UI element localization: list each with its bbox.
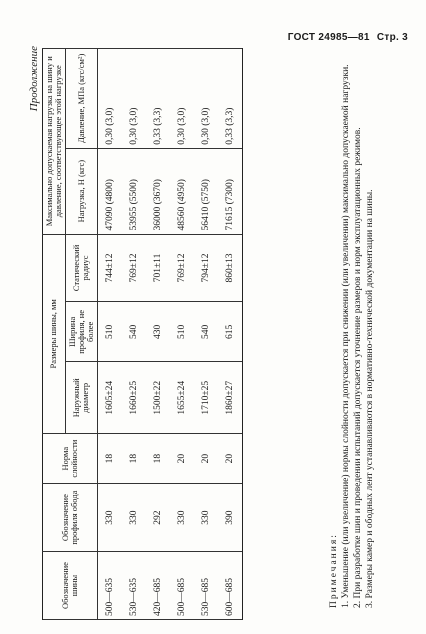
table-row (122, 49, 146, 620)
cell-designation: 600—685 (218, 552, 243, 620)
continuation-label: Продолжение (28, 46, 40, 112)
cell-rim: 330 (122, 484, 146, 552)
cell-width: 510 (97, 302, 122, 362)
cell-outer-diameter: 1500±22 (146, 362, 170, 434)
note-3: 3. Размеры камер и ободных лент устанавливаются в нормативно-технической документации на шины. (365, 189, 375, 608)
cell-designation: 500—685 (170, 552, 194, 620)
cell-load: 56410 (5750) (194, 148, 218, 234)
cell-rim: 330 (97, 484, 122, 552)
cell-designation: 530—635 (122, 552, 146, 620)
cell-ply: 20 (218, 434, 243, 484)
notes (328, 46, 376, 620)
cell-radius: 794±12 (194, 234, 218, 302)
cell-outer-diameter: 1710±25 (194, 362, 218, 434)
cell-rim: 292 (146, 484, 170, 552)
cell-pressure: 0,33 (3,3) (146, 49, 170, 149)
table-row (97, 49, 122, 620)
col-designation: Обозначение шины (43, 552, 98, 620)
cell-rim: 330 (194, 484, 218, 552)
cell-pressure: 0,33 (3,3) (218, 49, 243, 149)
cell-radius: 744±12 (97, 234, 122, 302)
cell-outer-diameter: 1660±25 (122, 362, 146, 434)
cell-designation: 420—685 (146, 552, 170, 620)
col-load: Нагрузка, Н (кгс) (65, 148, 97, 234)
col-group-load: Максимально допускаемая нагрузка на шину и давление, соответствующее этой нагрузке (43, 49, 66, 235)
cell-ply: 18 (97, 434, 122, 484)
rotated-page-body (28, 40, 388, 620)
tire-spec-table (42, 48, 243, 620)
cell-load: 48560 (4950) (170, 148, 194, 234)
col-static-radius: Статический радиус (65, 234, 97, 302)
table-row (194, 49, 218, 620)
cell-pressure: 0,30 (3,0) (170, 49, 194, 149)
cell-rim: 390 (218, 484, 243, 552)
cell-radius: 860±13 (218, 234, 243, 302)
cell-load: 47090 (4800) (97, 148, 122, 234)
cell-designation: 500—635 (97, 552, 122, 620)
cell-pressure: 0,30 (3,0) (194, 49, 218, 149)
col-pressure: Давление, МПа (кгс/см²) (65, 49, 97, 149)
cell-load: 36000 (3670) (146, 148, 170, 234)
table-row (146, 49, 170, 620)
cell-width: 615 (218, 302, 243, 362)
note-1: 1. Уменьшение (или увеличение) нормы слойности допускается при снижении (или увеличении) максимально допускаемой нагрузки. (341, 64, 351, 608)
cell-radius: 769±12 (170, 234, 194, 302)
cell-load: 71615 (7300) (218, 148, 243, 234)
cell-load: 53955 (5500) (122, 148, 146, 234)
cell-ply: 18 (122, 434, 146, 484)
cell-radius: 701±11 (146, 234, 170, 302)
standard-number: ГОСТ 24985—81 (287, 32, 370, 43)
cell-ply: 20 (170, 434, 194, 484)
col-group-dimensions: Размеры шины, мм (43, 234, 66, 434)
cell-width: 540 (194, 302, 218, 362)
cell-ply: 20 (194, 434, 218, 484)
notes-title: Примечания: (329, 533, 339, 608)
note-2: 2. При разработке шин и проведении испытаний допускается уточнение размеров и норм эксплуатационных режимов. (353, 127, 363, 608)
cell-outer-diameter: 1655±24 (170, 362, 194, 434)
cell-width: 430 (146, 302, 170, 362)
cell-outer-diameter: 1860±27 (218, 362, 243, 434)
cell-width: 510 (170, 302, 194, 362)
table-row (218, 49, 243, 620)
page-number: Стр. 3 (376, 32, 408, 43)
cell-pressure: 0,30 (3,0) (122, 49, 146, 149)
col-ply-rating: Норма слойности (43, 434, 98, 484)
cell-width: 540 (122, 302, 146, 362)
col-rim-profile: Обозначение профиля обода (43, 484, 98, 552)
cell-designation: 530—685 (194, 552, 218, 620)
table-row (170, 49, 194, 620)
cell-pressure: 0,30 (3,0) (97, 49, 122, 149)
col-profile-width: Ширина профиля, не более (65, 302, 97, 362)
cell-outer-diameter: 1605±24 (97, 362, 122, 434)
cell-rim: 330 (170, 484, 194, 552)
cell-radius: 769±12 (122, 234, 146, 302)
col-outer-diameter: Наружный диаметр (65, 362, 97, 434)
cell-ply: 18 (146, 434, 170, 484)
